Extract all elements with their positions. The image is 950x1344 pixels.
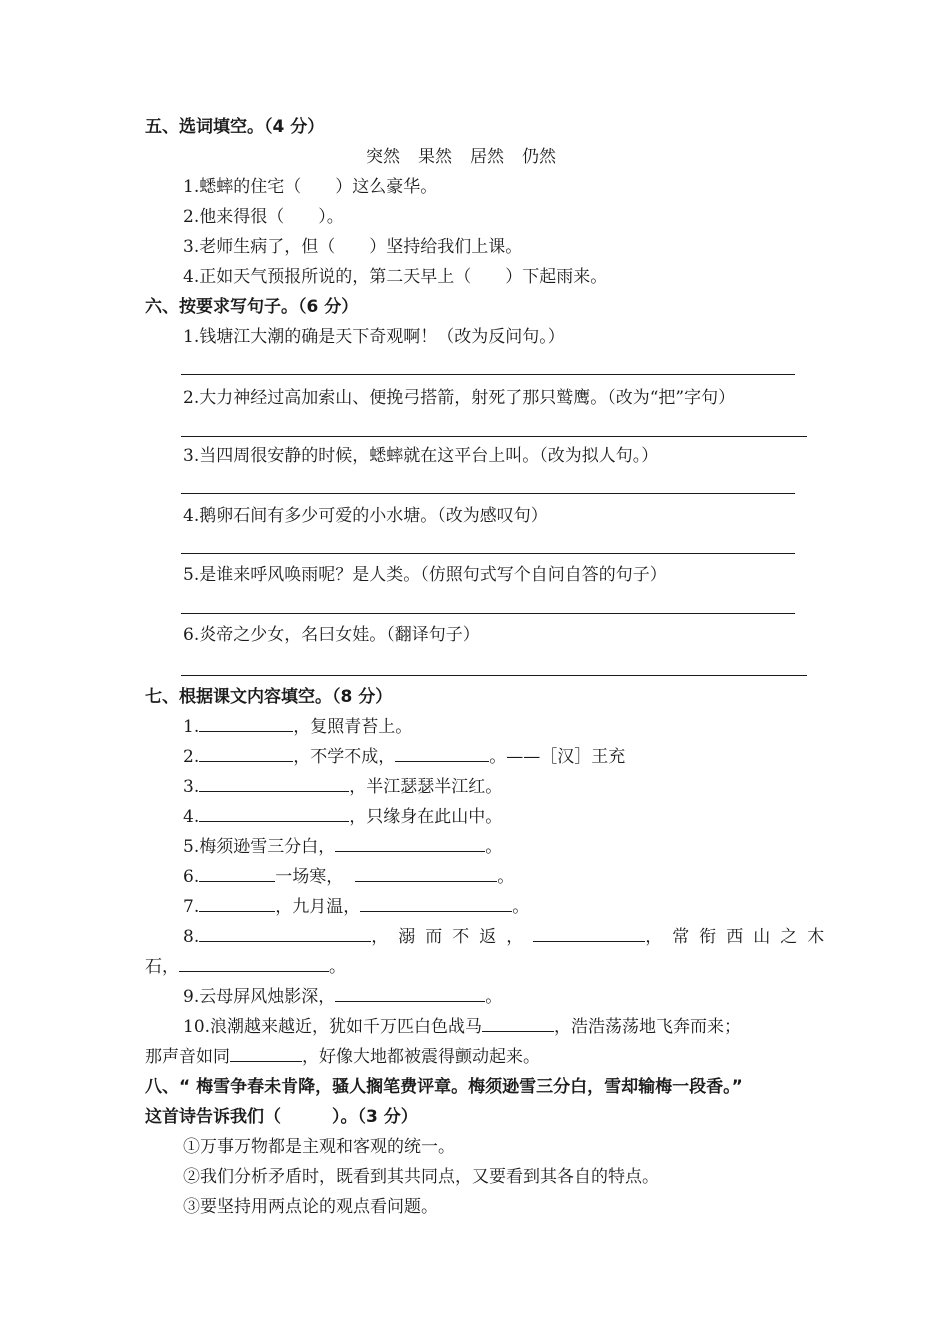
fill-blank[interactable] — [199, 806, 349, 822]
answer-line[interactable] — [181, 675, 807, 676]
s5-item-4[interactable]: 4.正如天气预报所说的，第二天早上（ ）下起雨来。 — [183, 267, 608, 287]
fill-blank[interactable] — [199, 926, 371, 942]
word-option: 果然 — [418, 147, 452, 167]
word-bank — [366, 146, 574, 168]
s7-item-9: 9.云母屏风烛影深， 。 — [183, 987, 503, 1007]
s5-item-2[interactable]: 2.他来得很（ ）。 — [183, 207, 344, 227]
section-7-heading: 七、根据课文内容填空。（8 分） — [145, 687, 393, 707]
s7-item-3: 3. ，半江瑟瑟半江红。 — [183, 777, 503, 797]
fill-blank[interactable] — [360, 896, 512, 912]
s7-item-7: 7. ，九月温， 。 — [183, 897, 530, 917]
s7-item-8-cont: 石， 。 — [145, 957, 346, 977]
s5-item-1[interactable]: 1.蟋蟀的住宅（ ）这么豪华。 — [183, 177, 438, 197]
word-option: 居然 — [470, 147, 504, 167]
s6-item-1: 1.钱塘江大潮的确是天下奇观啊！（改为反问句。） — [183, 327, 565, 347]
fill-blank[interactable] — [199, 866, 275, 882]
s7-item-4: 4. ，只缘身在此山中。 — [183, 807, 503, 827]
s8-option-2: ②我们分析矛盾时，既看到其共同点，又要看到其各自的特点。 — [183, 1167, 659, 1187]
fill-blank[interactable] — [355, 866, 497, 882]
fill-blank[interactable] — [199, 896, 275, 912]
section-6-heading: 六、按要求写句子。（6 分） — [145, 297, 359, 317]
s7-item-8: 8. ，溺而不返， ，常衔西山之木 — [183, 927, 835, 947]
answer-line[interactable] — [181, 436, 807, 437]
answer-line[interactable] — [181, 493, 795, 494]
fill-blank[interactable] — [230, 1046, 302, 1062]
fill-blank[interactable] — [482, 1016, 554, 1032]
s6-item-3: 3.当四周很安静的时候，蟋蟀就在这平台上叫。（改为拟人句。） — [183, 446, 659, 466]
s7-item-10-cont: 那声音如同 ，好像大地都被震得颤动起来。 — [145, 1047, 540, 1067]
word-option: 突然 — [366, 147, 400, 167]
fill-blank[interactable] — [395, 746, 489, 762]
section-8-heading-cont: 这首诗告诉我们（ ）。（3 分） — [145, 1107, 418, 1127]
s7-item-10: 10.浪潮越来越近，犹如千万匹白色战马 ，浩浩荡荡地飞奔而来； — [183, 1017, 742, 1037]
fill-blank[interactable] — [199, 746, 293, 762]
fill-blank[interactable] — [533, 926, 645, 942]
answer-line[interactable] — [181, 374, 795, 375]
s7-item-6: 6. 一场寒， 。 — [183, 867, 515, 887]
s6-item-2: 2.大力神经过高加索山、便挽弓搭箭，射死了那只鹫鹰。（改为“把”字句） — [183, 388, 736, 408]
fill-blank[interactable] — [335, 986, 485, 1002]
fill-blank[interactable] — [199, 776, 349, 792]
s7-item-1: 1. ，复照青苔上。 — [183, 717, 413, 737]
s6-item-5: 5.是谁来呼风唤雨呢？是人类。（仿照句式写个自问自答的句子） — [183, 565, 667, 585]
fill-blank[interactable] — [335, 836, 485, 852]
answer-line[interactable] — [181, 613, 795, 614]
section-8-heading: 八、“ 梅雪争春未肯降，骚人搁笔费评章。梅须逊雪三分白，雪却输梅一段香。” — [145, 1077, 743, 1097]
s7-item-5: 5.梅须逊雪三分白， 。 — [183, 837, 503, 857]
s8-option-1: ①万事万物都是主观和客观的统一。 — [183, 1137, 455, 1157]
s8-option-3: ③要坚持用两点论的观点看问题。 — [183, 1197, 438, 1217]
section-5-heading: 五、选词填空。（4 分） — [145, 117, 325, 137]
s5-item-3[interactable]: 3.老师生病了，但（ ）坚持给我们上课。 — [183, 237, 523, 257]
fill-blank[interactable] — [199, 716, 293, 732]
word-option: 仍然 — [522, 147, 556, 167]
fill-blank[interactable] — [179, 956, 329, 972]
s6-item-4: 4.鹅卵石间有多少可爱的小水塘。（改为感叹句） — [183, 506, 548, 526]
s7-item-2: 2. ，不学不成， 。——［汉］王充 — [183, 747, 626, 767]
s6-item-6: 6.炎帝之少女，名曰女娃。（翻译句子） — [183, 625, 480, 645]
answer-line[interactable] — [181, 553, 795, 554]
